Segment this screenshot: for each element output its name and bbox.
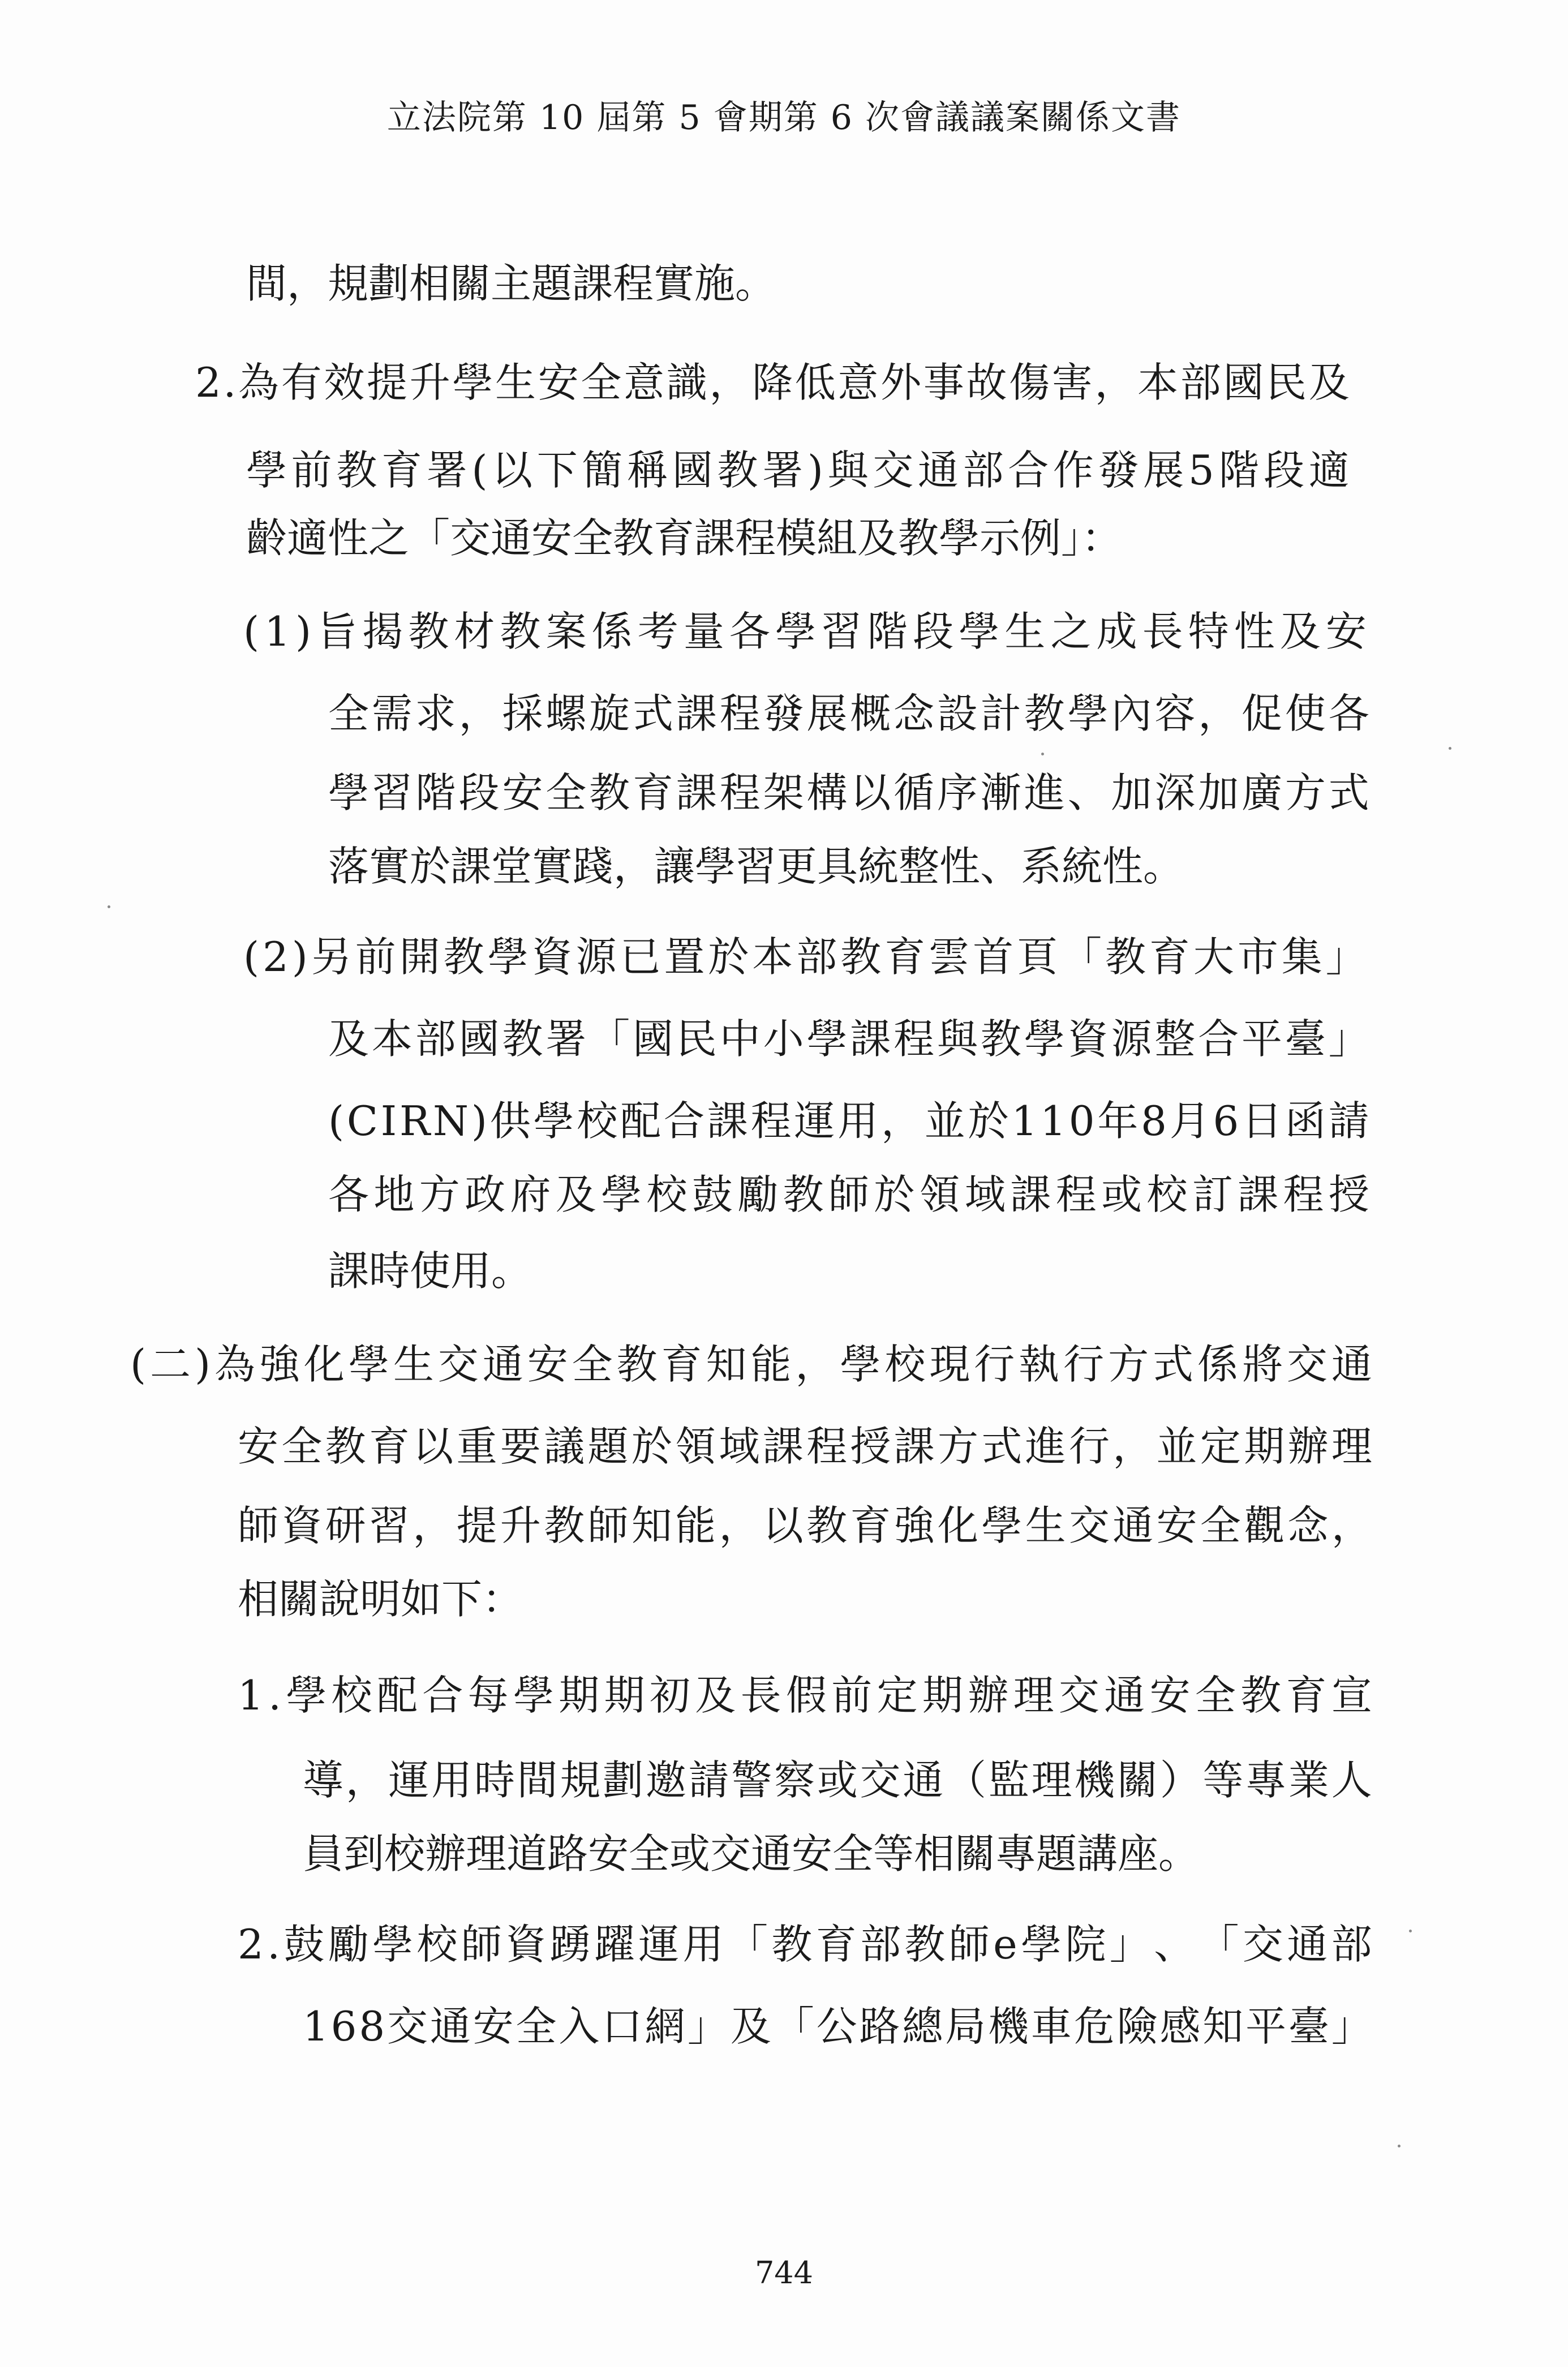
text-line: 間，規劃相關主題課程實施。 bbox=[246, 260, 776, 307]
scan-speck bbox=[108, 905, 110, 908]
sub-item-1-line-4: 落實於課堂實踐，讓學習更具統整性、系統性。 bbox=[328, 843, 1184, 890]
sub-item-2-line-1: ( 2 ) 另 前 開 教 學 資 源 已 置 於 本 部 教 育 雲 首 頁 「 教 育 大 市 集 」 bbox=[243, 933, 1367, 981]
sub-item-2-line-3: ( C I R N ) 供 學 校 配 合 課 程 運 用 ， 並 於 1 1 0 年 8 月 6 日 函 請 bbox=[328, 1097, 1369, 1145]
scan-speck bbox=[1409, 1930, 1412, 1932]
section-2-item-1-line-3: 員到校辦理道路安全或交通安全等相關專題講座。 bbox=[303, 1830, 1200, 1878]
sub-item-1-line-3: 學 習 階 段 安 全 教 育 課 程 架 構 以 循 序 漸 進 、 加 深 加 廣 方 式 bbox=[328, 769, 1369, 817]
section-2-item-2-line-1: 2 . 鼓 勵 學 校 師 資 踴 躍 運 用 「 教 育 部 教 師 e 學 院 」 、 「 交 通 部 bbox=[238, 1921, 1372, 1968]
scan-speck bbox=[1398, 2145, 1401, 2147]
sub-item-2-line-2: 及 本 部 國 教 署 「 國 民 中 小 學 課 程 與 教 學 資 源 整 合 平 臺 」 bbox=[328, 1015, 1369, 1063]
page-number: 744 bbox=[754, 2255, 814, 2291]
list-item-2-line-3: 齡適性之「交通安全教育課程模組及教學示例」： bbox=[246, 514, 1123, 562]
list-item-2-line-1: 2 . 為 有 效 提 升 學 生 安 全 意 識 ， 降 低 意 外 事 故 傷 害 ， 本 部 國 民 及 bbox=[195, 359, 1350, 406]
section-2-line-1: ( 二 ) 為 強 化 學 生 交 通 安 全 教 育 知 能 ， 學 校 現 行 執 行 方 式 係 將 交 通 bbox=[130, 1341, 1372, 1388]
scan-speck bbox=[1041, 753, 1044, 755]
section-2-line-3: 師 資 研 習 ， 提 升 教 師 知 能 ， 以 教 育 強 化 學 生 交 通 安 全 觀 念 ， bbox=[238, 1502, 1372, 1549]
section-2-line-2: 安 全 教 育 以 重 要 議 題 於 領 域 課 程 授 課 方 式 進 行 ， 並 定 期 辦 理 bbox=[238, 1423, 1372, 1470]
sub-item-2-line-5: 課時使用。 bbox=[328, 1247, 532, 1295]
document-header: 立法院第 10 屆第 5 會期第 6 次會議議案關係文書 bbox=[386, 98, 1182, 138]
section-2-item-1-line-2: 導 ， 運 用 時 間 規 劃 邀 請 警 察 或 交 通 （ 監 理 機 關 ） 等 專 業 人 bbox=[303, 1756, 1372, 1804]
sub-item-1-line-1: ( 1 ) 旨 揭 教 材 教 案 係 考 量 各 學 習 階 段 學 生 之 成 長 特 性 及 安 bbox=[243, 608, 1367, 655]
section-2-item-1-line-1: 1 . 學 校 配 合 每 學 期 期 初 及 長 假 前 定 期 辦 理 交 通 安 全 教 育 宣 bbox=[238, 1672, 1372, 1719]
section-2-item-2-line-2: 1 6 8 交 通 安 全 入 口 網 」 及 「 公 路 總 局 機 車 危 險 感 知 平 臺 」 bbox=[303, 2003, 1372, 2050]
list-item-2-line-2: 學 前 教 育 署 ( 以 下 簡 稱 國 教 署 ) 與 交 通 部 合 作 發 展 5 階 段 適 bbox=[246, 446, 1350, 494]
sub-item-1-line-2: 全 需 求 ， 採 螺 旋 式 課 程 發 展 概 念 設 計 教 學 內 容 ， 促 使 各 bbox=[328, 690, 1369, 737]
sub-item-2-line-4: 各 地 方 政 府 及 學 校 鼓 勵 教 師 於 領 域 課 程 或 校 訂 課 程 授 bbox=[328, 1171, 1369, 1218]
section-2-line-4: 相關說明如下： bbox=[238, 1575, 523, 1623]
scan-speck bbox=[1449, 747, 1451, 750]
